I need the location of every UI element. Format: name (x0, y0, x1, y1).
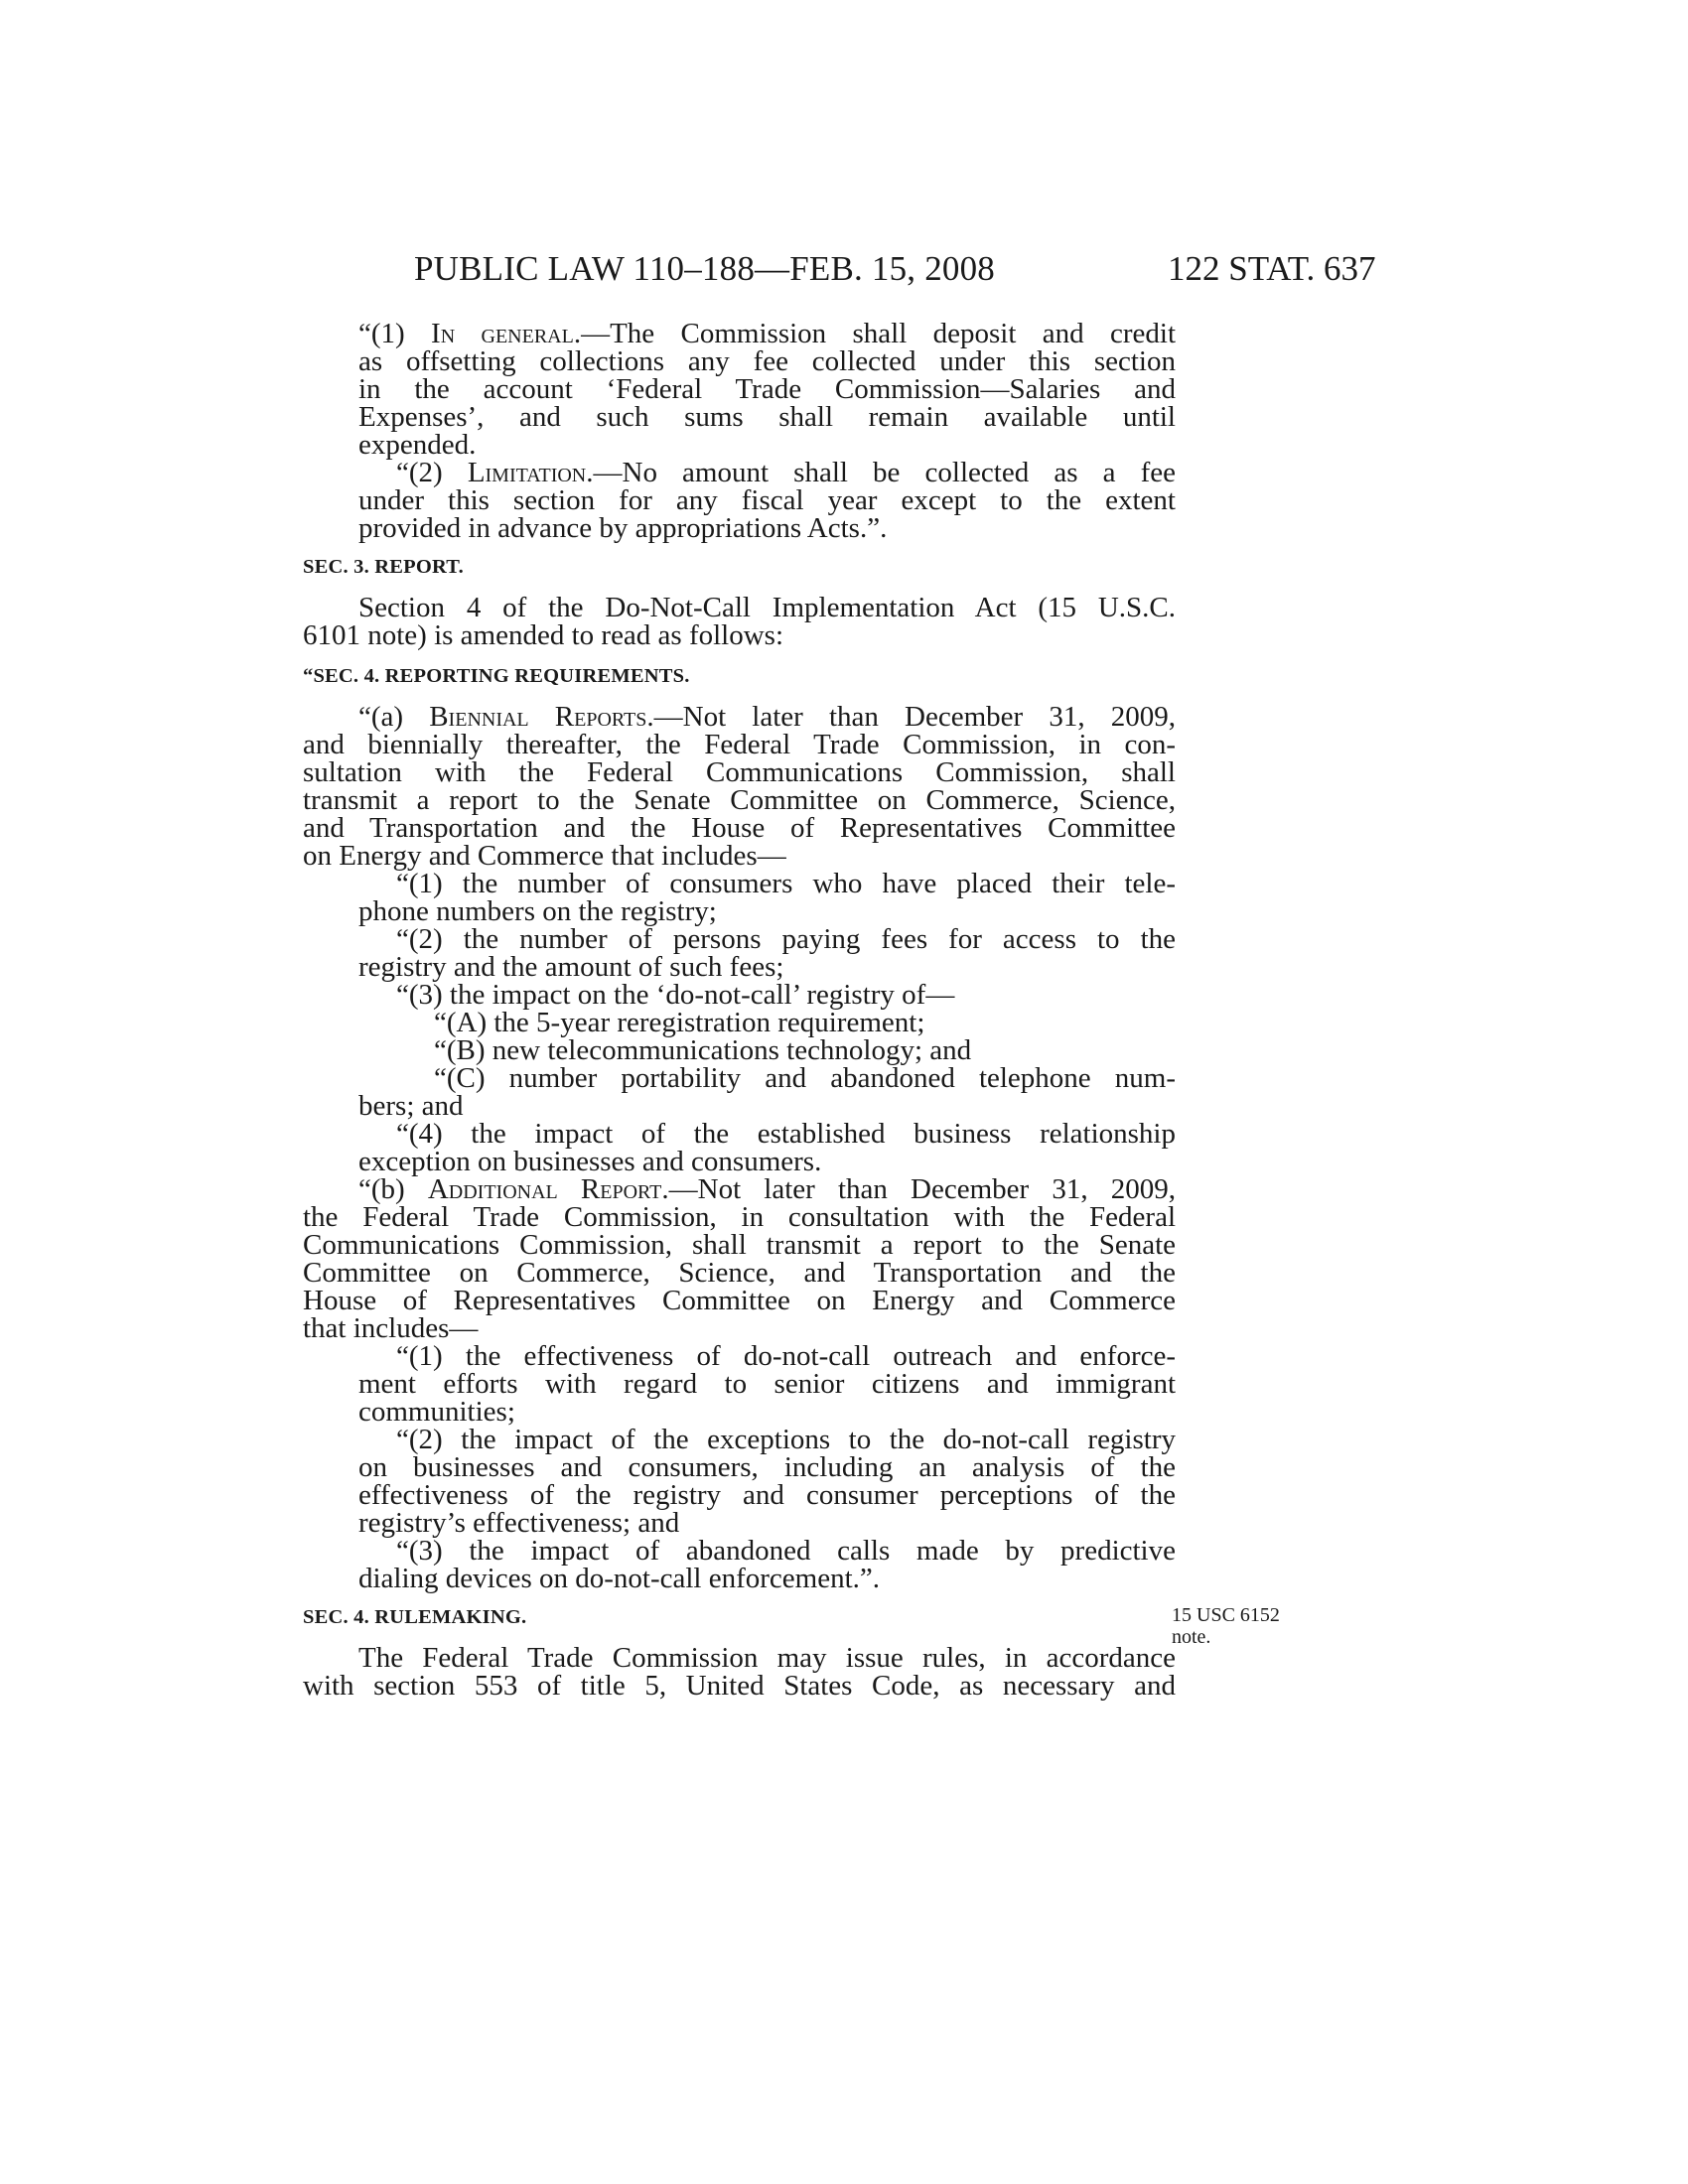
section-heading-report: SEC. 3. REPORT. (303, 556, 464, 578)
text-line: “(b) Additional Report.—Not later than December 31, 2009, (358, 1173, 1176, 1205)
public-law-citation: PUBLIC LAW 110–188—FEB. 15, 2008 (414, 249, 996, 288)
text-line: House of Representatives Committee on Energy and Commerce (303, 1285, 1176, 1316)
text-line: the Federal Trade Commission, in consultation with the Federal (303, 1201, 1176, 1233)
text-line: Section 4 of the Do-Not-Call Implementation Act (15 U.S.C. (358, 592, 1176, 623)
paragraph-heading: In general (431, 318, 574, 349)
text-line: expended. (358, 429, 477, 461)
text-line: “(4) the impact of the established business relationship (396, 1118, 1176, 1150)
text-line: provided in advance by appropriations Acts.”. (358, 512, 888, 544)
paragraph-marker: “(1) (358, 318, 432, 349)
text-line: The Federal Trade Commission may issue rules, in accordance (358, 1642, 1176, 1674)
text-line: sultation with the Federal Communications Commission, shall (303, 756, 1176, 788)
text-line: on businesses and consumers, including an analysis of the (358, 1451, 1176, 1483)
text-line: “(2) Limitation.—No amount shall be collected as a fee (396, 457, 1176, 488)
text-line: registry’s effectiveness; and (358, 1507, 680, 1539)
text-line: “(1) the effectiveness of do-not-call outreach and enforce- (396, 1340, 1176, 1372)
text-line: Communications Commission, shall transmit a report to the Senate (303, 1229, 1176, 1261)
margin-note-line: 15 USC 6152 (1172, 1604, 1280, 1626)
text-line: 6101 note) is amended to read as follows: (303, 619, 784, 651)
text-line: “(1) In general.—The Commission shall deposit and credit (358, 318, 1176, 349)
text-line: phone numbers on the registry; (358, 895, 717, 927)
subsection-marker: “(b) (358, 1173, 428, 1205)
text-line: that includes— (303, 1312, 479, 1344)
text-line: “(2) the number of persons paying fees for access to the (396, 923, 1176, 955)
text-line: in the account ‘Federal Trade Commission—Salaries and (358, 373, 1176, 405)
text-line: transmit a report to the Senate Committee on Commerce, Science, (303, 784, 1176, 816)
text-line: as offsetting collections any fee collected under this section (358, 345, 1176, 377)
text-line: communities; (358, 1396, 515, 1428)
text-line: “(A) the 5-year reregistration requirement; (434, 1007, 925, 1038)
text-line: dialing devices on do-not-call enforcement.”. (358, 1563, 881, 1594)
stat-page-number: 122 STAT. 637 (1168, 249, 1376, 288)
text-line: and Transportation and the House of Representatives Committee (303, 812, 1176, 844)
text-line: “(3) the impact on the ‘do-not-call’ registry of— (396, 979, 955, 1011)
section-heading-rulemaking: SEC. 4. RULEMAKING. (303, 1606, 527, 1628)
text-line: Committee on Commerce, Science, and Transportation and the (303, 1257, 1176, 1289)
text-line: “(3) the impact of abandoned calls made by predictive (396, 1535, 1176, 1567)
text-line: with section 553 of title 5, United States Code, as necessary and (303, 1670, 1176, 1702)
text-line: “(C) number portability and abandoned telephone num- (434, 1062, 1176, 1094)
subsection-marker: “(a) (358, 701, 430, 733)
text-line: “(a) Biennial Reports.—Not later than December 31, 2009, (358, 701, 1177, 733)
text-line: registry and the amount of such fees; (358, 951, 784, 983)
text-line: “(1) the number of consumers who have placed their tele- (396, 868, 1176, 899)
text-line: bers; and (358, 1090, 464, 1122)
text-line: on Energy and Commerce that includes— (303, 840, 786, 872)
text-line: Expenses’, and such sums shall remain available until (358, 401, 1176, 433)
subsection-heading: Biennial Reports (429, 701, 647, 733)
margin-note-line: note. (1172, 1626, 1211, 1648)
text-line: effectiveness of the registry and consumer perceptions of the (358, 1479, 1176, 1511)
text-line: “(B) new telecommunications technology; and (434, 1034, 972, 1066)
text-line: under this section for any fiscal year except to the extent (358, 484, 1176, 516)
text-line: and biennially thereafter, the Federal Trade Commission, in con- (303, 729, 1176, 760)
paragraph-heading: Limitation (467, 457, 587, 488)
paragraph-marker: “(2) (396, 457, 468, 488)
section-heading-reporting-requirements: “SEC. 4. REPORTING REQUIREMENTS. (303, 665, 690, 687)
text-line: “(2) the impact of the exceptions to the do-not-call registry (396, 1424, 1176, 1455)
subsection-heading: Additional Report (427, 1173, 662, 1205)
text-line: exception on businesses and consumers. (358, 1146, 822, 1177)
text-line: ment efforts with regard to senior citizens and immigrant (358, 1368, 1176, 1400)
